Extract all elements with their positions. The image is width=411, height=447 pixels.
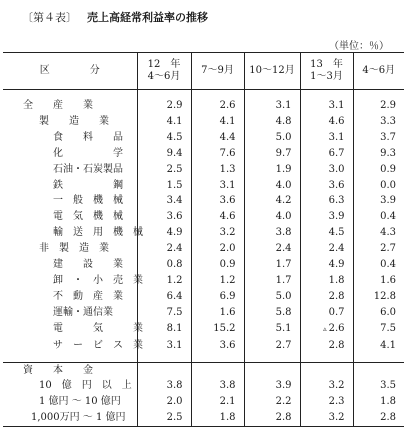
value-cell-col-5: 0.4 (353, 257, 404, 273)
value-cell-col-2: 7.6 (191, 146, 244, 162)
header-col-1-year: 12 年 (147, 59, 181, 70)
row-label: 1,000万円 ～ 1 億円 (31, 412, 126, 424)
value-cell-col-4: 3.2 (300, 378, 353, 394)
row-label: 非 製 造 業 (39, 243, 109, 255)
value-cell-col-5: 1.6 (353, 273, 404, 289)
value-cell-col-4: 4.6 (300, 114, 353, 130)
value-cell-col-5: 3.9 (353, 193, 404, 209)
value-cell-col-5: 7.5 (353, 321, 404, 338)
value-cell-col-3: 4.8 (244, 114, 300, 130)
spacer-cell (244, 90, 300, 99)
row-label-cell (3, 394, 137, 410)
value-cell-col-2: 2.6 (191, 98, 244, 114)
header-col-4-year: 13 年 (310, 59, 343, 70)
value-cell-col-3: 1.7 (244, 273, 300, 289)
value-cell-col-4: 0.7 (300, 305, 353, 321)
spacer-cell (353, 354, 404, 363)
value-cell-col-1: 2.4 (137, 241, 191, 257)
value-cell-col-5: 0.9 (353, 162, 404, 178)
table-row (3, 98, 404, 114)
spacer-cell (191, 90, 244, 99)
row-label-cell (3, 98, 137, 114)
value-cell-col-3: 4.0 (244, 178, 300, 194)
value-cell-col-3: 9.7 (244, 146, 300, 162)
row-label-cell (3, 289, 137, 305)
table-row (3, 338, 404, 354)
row-label-cell (3, 114, 137, 130)
table-row (3, 162, 404, 178)
row-label-cell (3, 305, 137, 321)
profit-ratio-table (3, 52, 404, 427)
value-cell-col-1: 3.1 (137, 338, 191, 354)
value-cell-col-3: 2.2 (244, 394, 300, 410)
row-label-cell (3, 209, 137, 225)
table-row (3, 305, 404, 321)
value-cell-col-3: 1.9 (244, 162, 300, 178)
value-cell-col-5: 2.8 (353, 410, 404, 426)
value-cell-col-1 (137, 362, 191, 378)
row-label-cell (3, 378, 137, 394)
value-cell-col-4: 2.8 (300, 338, 353, 354)
row-label: 10 億 円 以 上 (39, 380, 132, 392)
value-cell-col-1: 9.4 (137, 146, 191, 162)
row-label: 電 気 機 械 (53, 211, 123, 223)
row-label: 建 設 業 (53, 259, 123, 271)
header-col-5 (353, 53, 404, 90)
value-cell-col-2: 4.1 (191, 114, 244, 130)
table-title (22, 9, 208, 25)
value-cell-col-4 (300, 362, 353, 378)
value-cell-col-3: 5.8 (244, 305, 300, 321)
row-label-cell (3, 162, 137, 178)
header-row (3, 53, 404, 90)
negative-marker: ▵ (323, 324, 327, 333)
table-row (3, 289, 404, 305)
value-cell-col-5: 3.3 (353, 114, 404, 130)
value-cell-col-5: 1.8 (353, 394, 404, 410)
value-cell-col-5: 2.7 (353, 241, 404, 257)
value-cell-col-5: 4.3 (353, 225, 404, 241)
row-label: サ ー ビ ス 業 (53, 339, 143, 351)
value-cell-col-2: 3.6 (191, 338, 244, 354)
row-label: 製 造 業 (39, 115, 109, 127)
value-cell-col-1: 3.6 (137, 209, 191, 225)
row-label: 輸 送 用 機 械 (53, 227, 143, 239)
spacer-cell (300, 90, 353, 99)
unit-note: （単位：％） (329, 41, 389, 52)
value-cell-col-3: 2.4 (244, 241, 300, 257)
spacer-cell (137, 354, 191, 363)
spacer-cell (353, 90, 404, 99)
value-cell-col-1: 0.8 (137, 257, 191, 273)
value-cell-col-5: 2.9 (353, 98, 404, 114)
row-label: 鉄 鋼 (53, 179, 123, 191)
capital-row (3, 378, 404, 394)
row-label: 全 産 業 (23, 100, 93, 111)
title-text: 売上高経常利益率の推移 (87, 11, 208, 24)
table-row (3, 321, 404, 338)
row-label-cell (3, 178, 137, 194)
spacer-cell (300, 354, 353, 363)
value-cell-col-4: 1.8 (300, 273, 353, 289)
value-cell-col-2: 4.4 (191, 130, 244, 146)
spacer-cell (191, 354, 244, 363)
row-label-cell (3, 410, 137, 426)
value-cell-col-5: 9.3 (353, 146, 404, 162)
value-cell-col-1: 1.2 (137, 273, 191, 289)
value-cell-col-1: 7.5 (137, 305, 191, 321)
value-cell-col-1: 1.5 (137, 178, 191, 194)
value-cell-col-1: 4.9 (137, 225, 191, 241)
value-cell-col-2: 3.2 (191, 225, 244, 241)
value-cell-col-3: 5.1 (244, 321, 300, 338)
value-cell-col-5 (353, 362, 404, 378)
row-label: 不 動 産 業 (53, 290, 123, 302)
value-cell-col-2: 3.6 (191, 193, 244, 209)
row-label-cell (3, 362, 137, 378)
value-cell-col-5: 3.7 (353, 130, 404, 146)
value-cell-col-2: 3.8 (191, 378, 244, 394)
value-cell-col-4: 6.7 (300, 146, 353, 162)
header-col-3-period: 10～12月 (249, 65, 295, 76)
table-row (3, 273, 404, 289)
row-label-cell (3, 321, 143, 338)
value-cell-col-1: 2.0 (137, 394, 191, 410)
header-col-1 (137, 53, 191, 90)
table-row (3, 225, 404, 241)
row-label-cell (3, 257, 137, 273)
value-cell-col-1: 6.4 (137, 289, 191, 305)
table-row (3, 130, 404, 146)
value-cell-col-2: 1.6 (191, 305, 244, 321)
value-cell-col-1: 2.5 (137, 162, 191, 178)
value-cell-col-5: 3.5 (353, 378, 404, 394)
header-col-4 (300, 53, 353, 90)
table-row (3, 193, 404, 209)
header-kubun-label: 区 分 (39, 65, 100, 76)
value-cell-col-5: 0.4 (353, 209, 404, 225)
row-label: 食 料 品 (53, 131, 123, 143)
capital-row (3, 410, 404, 426)
value-cell-col-4: 3.1 (300, 98, 353, 114)
table-row (3, 257, 404, 273)
value-text: 2.6 (328, 322, 345, 334)
value-cell-col-4: 3.2 (300, 410, 353, 426)
row-label-cell (3, 241, 137, 257)
value-cell-col-3: 3.1 (244, 98, 300, 114)
table-row (3, 241, 404, 257)
table-row (3, 209, 404, 225)
value-cell-col-1: 4.5 (137, 130, 191, 146)
value-cell-col-3: 4.2 (244, 193, 300, 209)
value-cell-col-1: 8.1 (137, 321, 191, 338)
header-col-3 (244, 53, 300, 90)
header-kubun (3, 53, 137, 90)
value-cell-col-4 (300, 321, 353, 338)
row-label-cell (3, 130, 137, 146)
value-cell-col-2: 3.1 (191, 178, 244, 194)
value-cell-col-3: 2.7 (244, 338, 300, 354)
value-cell-col-4: 2.4 (300, 241, 353, 257)
value-cell-col-4: 3.6 (300, 178, 353, 194)
spacer-row (3, 90, 404, 99)
header-col-1-period: 4～6月 (147, 71, 181, 82)
value-cell-col-1: 4.1 (137, 114, 191, 130)
spacer-row (3, 354, 404, 363)
header-col-2 (191, 53, 244, 90)
value-cell-col-2: 4.6 (191, 209, 244, 225)
value-cell-col-5: 6.0 (353, 305, 404, 321)
value-cell-col-3: 5.0 (244, 289, 300, 305)
spacer-cell (244, 354, 300, 363)
value-cell-col-4: 3.9 (300, 209, 353, 225)
value-cell-col-2: 2.0 (191, 241, 244, 257)
value-cell-col-3: 3.9 (244, 378, 300, 394)
row-label: 電 気 業 (53, 322, 143, 334)
value-cell-col-4: 4.9 (300, 257, 353, 273)
header-col-2-period: 7～9月 (201, 65, 234, 76)
value-cell-col-4: 2.3 (300, 394, 353, 410)
row-label-cell (3, 225, 143, 241)
spacer-cell (3, 90, 137, 99)
table-row (3, 178, 404, 194)
value-cell-col-3: 5.0 (244, 130, 300, 146)
value-cell-col-1: 3.8 (137, 378, 191, 394)
table-row (3, 114, 404, 130)
value-cell-col-2 (191, 362, 244, 378)
capital-row (3, 394, 404, 410)
value-cell-col-5: 12.8 (353, 289, 404, 305)
value-cell-col-2: 6.9 (191, 289, 244, 305)
row-label: 運輸・通信業 (53, 306, 113, 318)
value-cell-col-3: 4.0 (244, 209, 300, 225)
value-cell-col-5: 4.1 (353, 338, 404, 354)
value-cell-col-5: 0.0 (353, 178, 404, 194)
row-label: 1 億円 ～ 10 億円 (39, 396, 121, 408)
header-col-5-period: 4～6月 (362, 65, 396, 76)
spacer-cell (3, 354, 137, 363)
value-cell-col-2: 1.2 (191, 273, 244, 289)
value-cell-col-4: 2.8 (300, 289, 353, 305)
value-cell-col-3: 2.8 (244, 410, 300, 426)
value-cell-col-4: 3.1 (300, 130, 353, 146)
value-cell-col-3: 3.8 (244, 225, 300, 241)
value-cell-col-4: 4.5 (300, 225, 353, 241)
row-label-cell (3, 146, 137, 162)
header-col-4-period: 1～3月 (310, 71, 343, 82)
row-label: 化 学 (53, 147, 123, 159)
value-cell-col-2: 15.2 (191, 321, 244, 338)
value-cell-col-2: 2.1 (191, 394, 244, 410)
row-label: 卸 ・ 小 売 業 (53, 274, 143, 286)
spacer-cell (137, 90, 191, 99)
value-cell-col-3: 1.7 (244, 257, 300, 273)
value-cell-col-2: 1.3 (191, 162, 244, 178)
value-cell-col-3 (244, 362, 300, 378)
value-cell-col-2: 1.8 (191, 410, 244, 426)
value-cell-col-4: 6.3 (300, 193, 353, 209)
value-cell-col-1: 3.4 (137, 193, 191, 209)
table-number: 〔第４表〕 (22, 11, 77, 24)
value-cell-col-2: 0.9 (191, 257, 244, 273)
value-cell-col-4: 3.0 (300, 162, 353, 178)
row-label-cell (3, 273, 143, 289)
value-cell-col-1: 2.5 (137, 410, 191, 426)
row-label-cell (3, 193, 137, 209)
row-label: 石油・石炭製品 (53, 163, 123, 175)
table-row (3, 146, 404, 162)
row-label: 資 本 金 (23, 364, 93, 376)
value-cell-col-1: 2.9 (137, 98, 191, 114)
row-label: 一 般 機 械 (53, 195, 123, 207)
capital-header-row (3, 362, 404, 378)
row-label-cell (3, 338, 143, 354)
